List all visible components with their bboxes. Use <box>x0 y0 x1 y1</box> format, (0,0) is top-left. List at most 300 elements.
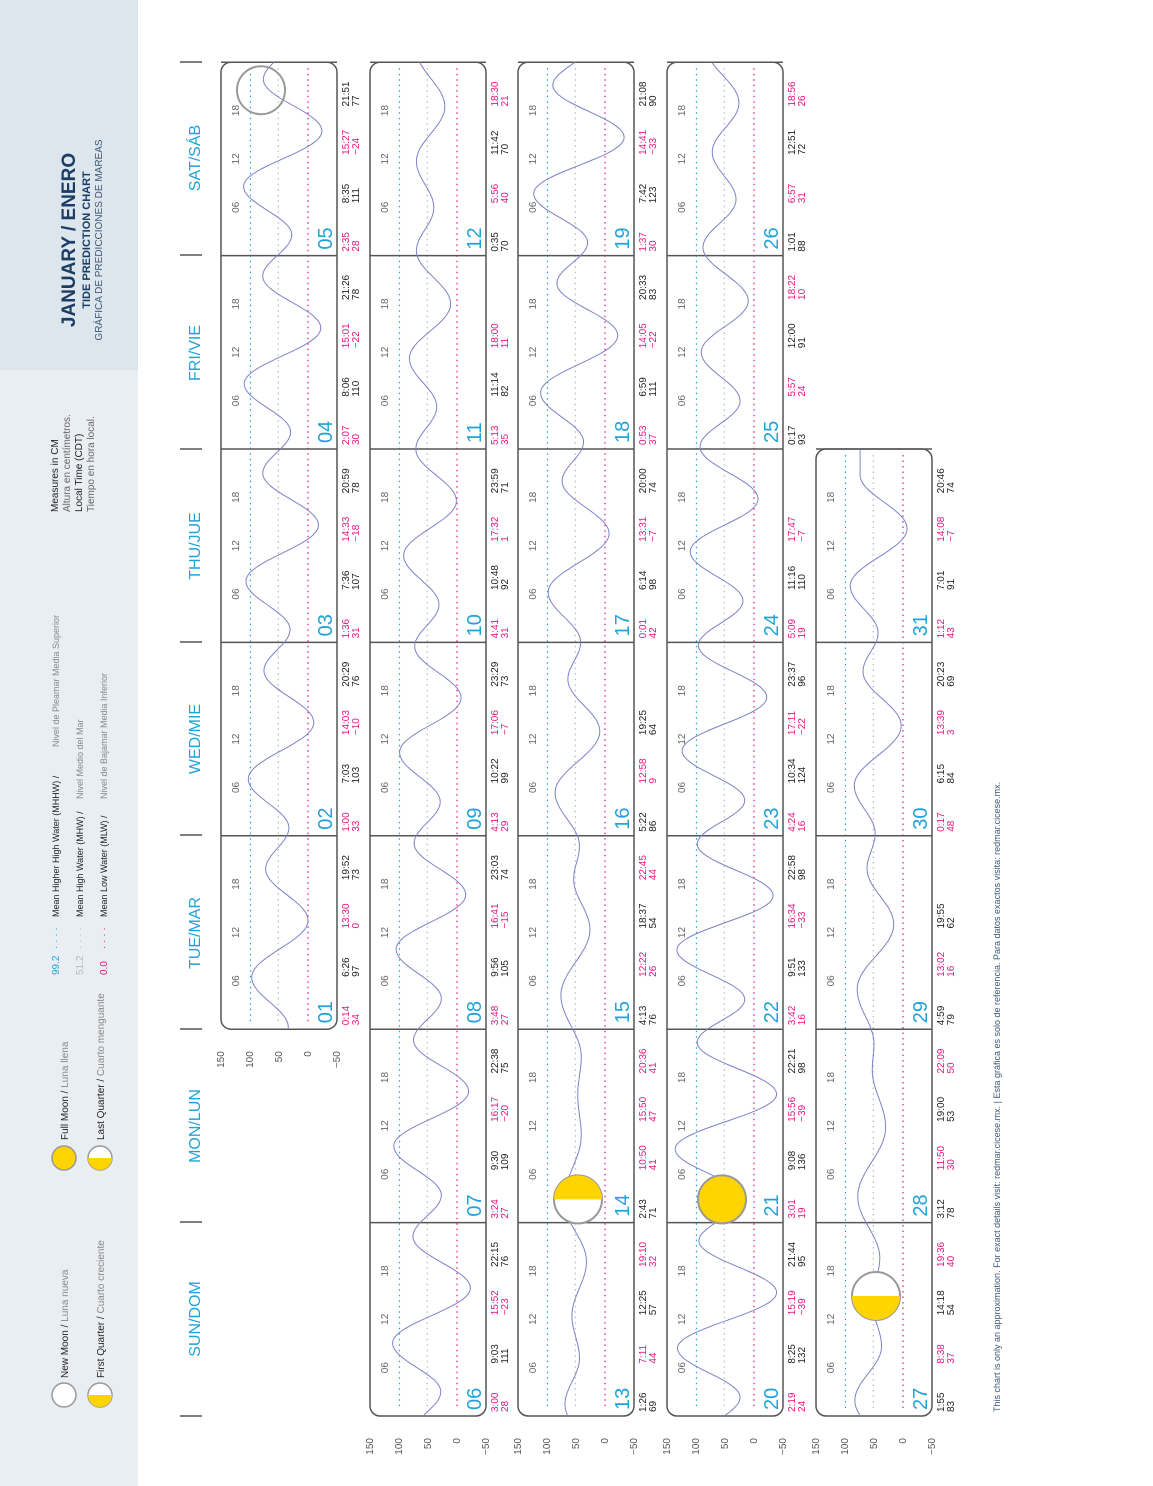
high-tide-time: 6:59 <box>638 377 649 397</box>
low-tide-time: 15:19 <box>787 1290 798 1316</box>
hour-tick-label: 06 <box>528 975 539 987</box>
hour-tick-label: 06 <box>380 975 391 987</box>
y-tick-label: 50 <box>720 1438 731 1450</box>
day-number: 04 <box>315 420 337 443</box>
hour-tick-label: 12 <box>528 1313 539 1325</box>
high-tide-time: 19:52 <box>341 855 352 881</box>
units-line-4: Tiempo en hora local. <box>86 416 97 512</box>
level-legend-row-mhw <box>75 719 86 975</box>
low-tide-time: 20:36 <box>638 1048 649 1074</box>
low-tide-time: 12:22 <box>638 951 649 977</box>
high-tide-time: 21:44 <box>787 1241 798 1267</box>
hour-tick-label: 12 <box>528 733 539 745</box>
high-tide-height: 86 <box>648 820 659 832</box>
high-tide-height: 98 <box>648 578 659 591</box>
high-tide-time: 19:00 <box>936 1096 947 1122</box>
low-tide-time: 10:50 <box>638 1145 649 1171</box>
level-dots: · · · · <box>51 927 62 949</box>
high-tide-time: 20:29 <box>341 661 352 687</box>
high-tide-height: 111 <box>648 381 659 397</box>
low-tide-time: 4:24 <box>787 812 798 832</box>
moon-legend-new <box>52 1269 76 1407</box>
page-subtitle-en: TIDE PREDICTION CHART <box>81 171 93 309</box>
high-tide-height: 72 <box>797 143 808 155</box>
y-axis <box>662 1438 789 1455</box>
hour-tick-label: 12 <box>231 153 242 165</box>
day-number: 03 <box>315 614 337 637</box>
day-number: 28 <box>910 1194 932 1217</box>
low-tide-time: 11:50 <box>936 1145 947 1171</box>
hour-tick-label: 06 <box>380 588 391 600</box>
low-tide-height: 16 <box>946 965 957 977</box>
high-tide-time: 14:18 <box>936 1290 947 1316</box>
high-tide-time: 1:01 <box>787 232 798 252</box>
high-tide-height: 76 <box>500 1255 511 1267</box>
level-legend <box>51 615 110 975</box>
hour-tick-label: 12 <box>380 540 391 552</box>
moon-legend <box>52 993 112 1407</box>
high-tide-height: 70 <box>500 240 511 252</box>
low-tide-time: 22:45 <box>638 855 649 881</box>
low-tide-height: 28 <box>351 240 362 252</box>
low-tide-height: 44 <box>648 1352 659 1364</box>
low-tide-time: 17:06 <box>490 710 501 736</box>
high-tide-height: 111 <box>351 188 362 204</box>
hour-tick-label: 18 <box>380 298 391 310</box>
day-number: 08 <box>464 1000 486 1024</box>
high-tide-height: 77 <box>351 95 362 107</box>
high-tide-time: 10:34 <box>787 758 798 784</box>
low-tide-time: 4:13 <box>490 812 501 832</box>
low-tide-height: −7 <box>797 530 808 542</box>
low-tide-height: 30 <box>351 433 362 445</box>
low-tide-height: 37 <box>648 433 659 445</box>
moon-legend-label: New Moon / Luna nueva <box>60 1269 71 1378</box>
low-tide-time: 14:41 <box>638 129 649 155</box>
low-tide-time: 8:38 <box>936 1344 947 1364</box>
high-tide-height: 83 <box>946 1400 957 1412</box>
high-tide-height: 62 <box>946 917 957 929</box>
units-line-2: Altura en centímetros. <box>62 414 73 512</box>
y-tick-label: 150 <box>513 1438 524 1455</box>
day-number: 05 <box>315 227 337 250</box>
high-tide-height: 75 <box>500 1062 511 1074</box>
y-tick-label: 50 <box>869 1438 880 1450</box>
units-group <box>50 414 97 512</box>
high-tide-height: 54 <box>946 1304 957 1316</box>
high-tide-height: 54 <box>648 917 659 929</box>
hour-tick-label: 06 <box>380 781 391 794</box>
low-tide-height: 11 <box>500 337 511 349</box>
high-tide-height: 69 <box>946 675 957 687</box>
low-tide-time: 5:13 <box>490 425 501 445</box>
day-number: 20 <box>761 1387 783 1410</box>
high-tide-height: 73 <box>500 675 511 687</box>
low-tide-height: −22 <box>648 331 659 349</box>
high-tide-height: 105 <box>500 960 511 977</box>
high-tide-height: 79 <box>946 1014 957 1026</box>
level-en: Mean Low Water (MLW) / <box>99 815 109 917</box>
high-tide-height: 124 <box>797 766 808 784</box>
first-quarter-fill <box>88 1395 112 1407</box>
hour-tick-label: 12 <box>677 1313 688 1325</box>
high-tide-height: 70 <box>500 143 511 155</box>
low-tide-height: 16 <box>797 820 808 832</box>
low-tide-height: 37 <box>946 1352 957 1364</box>
high-tide-height: 83 <box>648 288 659 300</box>
hour-tick-label: 18 <box>528 104 539 117</box>
y-tick-label: −50 <box>481 1438 492 1455</box>
y-tick-label: 50 <box>571 1438 582 1450</box>
hour-tick-label: 18 <box>677 1265 688 1277</box>
high-tide-height: 88 <box>797 240 808 252</box>
high-tide-time: 22:38 <box>490 1048 501 1074</box>
low-tide-height: 50 <box>946 1062 957 1074</box>
high-tide-height: 91 <box>946 578 957 591</box>
high-tide-height: 74 <box>500 869 511 881</box>
high-tide-height: 82 <box>500 385 511 397</box>
low-tide-height: 40 <box>500 192 511 204</box>
y-tick-label: 0 <box>303 1051 314 1057</box>
high-tide-time: 10:48 <box>490 565 501 591</box>
low-tide-time: 16:17 <box>490 1096 501 1122</box>
low-tide-height: −7 <box>500 723 511 736</box>
low-tide-height: 34 <box>351 1014 362 1026</box>
moon-legend-label: Full Moon / Luna llena <box>60 1041 71 1140</box>
high-tide-time: 9:51 <box>787 957 798 977</box>
high-tide-time: 6:26 <box>341 957 352 977</box>
low-tide-height: 9 <box>648 777 659 784</box>
hour-tick-label: 18 <box>231 298 242 310</box>
low-tide-time: 0:17 <box>936 812 947 832</box>
hour-tick-label: 12 <box>677 733 688 745</box>
page-subtitle-es: GRÁFICA DE PREDICCIONES DE MAREAS <box>94 139 105 341</box>
high-tide-time: 21:51 <box>341 81 352 107</box>
day-number: 25 <box>761 420 783 443</box>
hour-tick-label: 06 <box>826 781 837 794</box>
day-number: 01 <box>315 1000 337 1024</box>
hour-tick-label: 06 <box>677 1168 688 1180</box>
low-tide-time: 16:41 <box>490 903 501 929</box>
high-tide-height: 64 <box>648 723 659 736</box>
hour-tick-label: 18 <box>677 491 688 503</box>
high-tide-time: 8:06 <box>341 377 352 397</box>
low-tide-height: 27 <box>500 1207 511 1219</box>
header-group <box>59 139 105 340</box>
low-tide-time: 4:41 <box>490 618 501 639</box>
weekday-tue: TUE/MAR <box>187 897 204 969</box>
high-tide-time: 20:33 <box>638 274 649 300</box>
low-tide-time: 13:39 <box>936 710 947 736</box>
high-tide-time: 5:22 <box>638 812 649 832</box>
day-number: 27 <box>910 1387 932 1410</box>
low-tide-time: 15:01 <box>341 323 352 349</box>
low-tide-height: −33 <box>648 137 659 155</box>
hour-tick-label: 06 <box>528 588 539 600</box>
hour-tick-label: 12 <box>677 1120 688 1132</box>
high-tide-time: 23:59 <box>490 468 501 494</box>
weekday-fri: FRI/VIE <box>187 324 204 382</box>
low-tide-height: 41 <box>648 1159 659 1171</box>
hour-tick-label: 06 <box>380 1168 391 1180</box>
y-tick-label: −50 <box>332 1051 343 1069</box>
hour-tick-label: 06 <box>231 201 242 213</box>
high-tide-time: 8:25 <box>787 1344 798 1364</box>
hour-tick-label: 18 <box>826 491 837 503</box>
hour-tick-label: 06 <box>231 395 242 407</box>
low-tide-height: 1 <box>500 536 511 542</box>
low-tide-height: 10 <box>797 288 808 300</box>
low-tide-height: −7 <box>946 530 957 542</box>
high-tide-time: 3:12 <box>936 1199 947 1219</box>
low-tide-time: 5:56 <box>490 183 501 204</box>
low-tide-height: 30 <box>648 240 659 252</box>
high-tide-time: 7:01 <box>936 570 947 591</box>
low-tide-time: 16:34 <box>787 903 798 929</box>
day-number: 23 <box>761 807 783 830</box>
hour-tick-label: 18 <box>677 298 688 310</box>
hour-tick-label: 18 <box>231 491 242 503</box>
low-tide-time: 1:37 <box>638 232 649 252</box>
hour-tick-label: 06 <box>826 1168 837 1180</box>
low-tide-time: 15:27 <box>341 129 352 155</box>
hour-tick-label: 18 <box>826 1265 837 1277</box>
footer-note: This chart is only an approximation. For exact details visit: redmar.cicese.mx. | Esta gráfica es solo de referencia. Para datos exactos visita: redmar.cicese.mx. <box>992 781 1002 1412</box>
low-tide-time: 15:50 <box>638 1096 649 1122</box>
low-tide-height: 24 <box>797 385 808 397</box>
hour-tick-label: 12 <box>826 733 837 745</box>
high-tide-time: 9:03 <box>490 1344 501 1364</box>
hour-tick-label: 18 <box>528 491 539 503</box>
low-tide-height: −24 <box>351 137 362 155</box>
low-tide-height: 31 <box>351 627 362 639</box>
hour-tick-label: 18 <box>826 878 837 890</box>
high-tide-height: 73 <box>351 869 362 881</box>
low-tide-time: 2:35 <box>341 232 352 252</box>
last-quarter-fill <box>88 1158 112 1170</box>
y-tick-label: 0 <box>600 1438 611 1444</box>
hour-tick-label: 06 <box>677 975 688 987</box>
hour-tick-label: 06 <box>231 975 242 987</box>
low-tide-time: 12:58 <box>638 758 649 784</box>
hour-tick-label: 12 <box>677 346 688 358</box>
high-tide-time: 20:46 <box>936 468 947 494</box>
high-tide-height: 98 <box>797 1062 808 1074</box>
day-number: 02 <box>315 807 337 830</box>
high-tide-time: 22:21 <box>787 1048 798 1074</box>
low-tide-time: 2:07 <box>341 425 352 445</box>
low-tide-time: 3:42 <box>787 1005 798 1026</box>
high-tide-time: 23:29 <box>490 661 501 687</box>
low-tide-height: 26 <box>648 965 659 977</box>
hour-tick-label: 12 <box>231 926 242 939</box>
high-tide-height: 91 <box>797 337 808 349</box>
y-tick-label: 150 <box>365 1438 376 1455</box>
hour-tick-label: 12 <box>528 346 539 358</box>
hour-tick-label: 12 <box>677 540 688 552</box>
high-tide-height: 133 <box>797 960 808 977</box>
hour-tick-label: 06 <box>380 1362 391 1374</box>
low-tide-time: 15:52 <box>490 1290 501 1316</box>
low-tide-time: 6:57 <box>787 183 798 204</box>
high-tide-height: 136 <box>797 1153 808 1171</box>
hour-tick-label: 18 <box>380 1071 391 1084</box>
new-moon-icon <box>52 1383 76 1407</box>
hour-tick-label: 06 <box>528 781 539 794</box>
high-tide-height: 95 <box>797 1255 808 1267</box>
low-tide-time: 13:30 <box>341 903 352 929</box>
high-tide-height: 96 <box>797 675 808 687</box>
hour-tick-label: 12 <box>380 346 391 358</box>
high-tide-time: 19:55 <box>936 903 947 929</box>
low-tide-time: 18:30 <box>490 81 501 107</box>
day-number: 10 <box>464 614 486 637</box>
low-tide-time: 3:00 <box>490 1392 501 1412</box>
hour-tick-label: 06 <box>380 395 391 407</box>
high-tide-height: 71 <box>648 1207 659 1219</box>
high-tide-time: 0:35 <box>490 232 501 252</box>
day-number: 29 <box>910 1000 932 1024</box>
high-tide-height: 78 <box>351 288 362 300</box>
hour-tick-label: 18 <box>677 104 688 117</box>
hour-tick-label: 06 <box>826 975 837 987</box>
low-tide-height: 26 <box>797 95 808 107</box>
day-number: 16 <box>612 807 634 830</box>
level-en: Mean High Water (MHW) / <box>75 811 85 917</box>
low-tide-height: −10 <box>351 718 362 736</box>
y-tick-label: −50 <box>927 1438 938 1455</box>
high-tide-time: 23:37 <box>787 661 798 687</box>
high-tide-time: 9:56 <box>490 957 501 977</box>
hour-tick-label: 06 <box>528 201 539 213</box>
high-tide-height: 92 <box>500 578 511 591</box>
day-number: 22 <box>761 1000 783 1024</box>
high-tide-time: 20:59 <box>341 468 352 494</box>
high-tide-time: 11:14 <box>490 372 501 397</box>
day-number: 07 <box>464 1194 486 1217</box>
level-value: 0.0 <box>99 961 110 975</box>
low-tide-height: 48 <box>946 820 957 832</box>
high-tide-time: 11:16 <box>787 565 798 591</box>
low-tide-time: 13:02 <box>936 951 947 977</box>
moon-legend-full <box>52 1041 76 1170</box>
level-en: Mean Higher High Water (MHHW) / <box>51 775 61 917</box>
level-legend-row-mlw <box>99 673 110 975</box>
low-tide-height: 40 <box>946 1255 957 1267</box>
hour-tick-label: 12 <box>380 926 391 939</box>
hour-tick-label: 18 <box>528 1071 539 1084</box>
high-tide-time: 4:13 <box>638 1005 649 1026</box>
high-tide-height: 93 <box>797 433 808 445</box>
y-tick-label: 100 <box>245 1051 256 1068</box>
y-tick-label: 0 <box>452 1438 463 1444</box>
hour-tick-label: 12 <box>677 926 688 939</box>
low-tide-height: 31 <box>500 627 511 639</box>
day-number: 30 <box>910 807 932 830</box>
low-tide-height: −39 <box>797 1104 808 1122</box>
low-tide-time: 17:47 <box>787 516 798 542</box>
day-number: 18 <box>612 420 634 443</box>
high-tide-time: 1:55 <box>936 1392 947 1412</box>
high-tide-height: 84 <box>946 772 957 784</box>
high-tide-height: 132 <box>797 1346 808 1364</box>
high-tide-time: 0:17 <box>787 425 798 445</box>
low-tide-height: 31 <box>797 192 808 204</box>
low-tide-height: 33 <box>351 820 362 832</box>
y-axis <box>811 1438 938 1455</box>
hour-tick-label: 06 <box>677 395 688 407</box>
high-tide-height: 78 <box>351 482 362 494</box>
day-number: 31 <box>910 614 932 637</box>
day-number: 15 <box>612 1000 634 1024</box>
low-tide-height: −22 <box>351 331 362 349</box>
high-tide-height: 123 <box>648 186 659 204</box>
low-tide-height: 32 <box>648 1255 659 1267</box>
high-tide-height: 99 <box>500 772 511 784</box>
low-tide-time: 19:36 <box>936 1241 947 1267</box>
high-tide-time: 7:42 <box>638 183 649 204</box>
y-tick-label: 0 <box>898 1438 909 1444</box>
low-tide-height: 29 <box>500 820 511 832</box>
hour-tick-label: 06 <box>380 201 391 213</box>
hour-tick-label: 12 <box>528 153 539 165</box>
high-tide-height: 98 <box>797 869 808 881</box>
high-tide-height: 74 <box>648 482 659 494</box>
hour-tick-label: 12 <box>528 1120 539 1132</box>
hour-tick-label: 12 <box>231 733 242 745</box>
units-line-1: Measures in CM <box>50 439 61 512</box>
high-tide-time: 12:51 <box>787 129 798 155</box>
level-es: Nivel Medio del Mar <box>75 719 85 799</box>
hour-tick-label: 12 <box>231 346 242 358</box>
y-tick-label: −50 <box>629 1438 640 1455</box>
high-tide-height: 53 <box>946 1110 957 1122</box>
high-tide-height: 57 <box>648 1304 659 1316</box>
low-tide-time: 0:53 <box>638 425 649 445</box>
high-tide-time: 20:23 <box>936 661 947 687</box>
low-tide-height: 41 <box>648 1062 659 1074</box>
low-tide-time: 18:00 <box>490 323 501 349</box>
y-tick-label: 100 <box>840 1438 851 1455</box>
low-tide-height: 44 <box>648 869 659 881</box>
high-tide-height: 71 <box>500 482 511 494</box>
high-tide-height: 74 <box>946 482 957 494</box>
low-tide-time: 14:05 <box>638 323 649 349</box>
hour-tick-label: 12 <box>826 1313 837 1325</box>
low-tide-height: 27 <box>500 1014 511 1026</box>
low-tide-height: 0 <box>351 922 362 929</box>
high-tide-time: 20:00 <box>638 468 649 494</box>
hour-tick-label: 12 <box>826 540 837 552</box>
moon-legend-last <box>88 993 112 1170</box>
high-tide-height: 109 <box>500 1153 511 1171</box>
low-tide-height: −33 <box>797 911 808 929</box>
high-tide-time: 1:26 <box>638 1392 649 1412</box>
weekday-mon: MON/LUN <box>187 1089 204 1163</box>
high-tide-time: 19:25 <box>638 710 649 736</box>
hour-tick-label: 12 <box>380 153 391 165</box>
hour-tick-label: 12 <box>380 733 391 745</box>
full-moon-icon <box>698 1175 746 1223</box>
low-tide-time: 1:00 <box>341 812 352 832</box>
hour-tick-label: 18 <box>380 491 391 503</box>
high-tide-time: 6:15 <box>936 763 947 784</box>
hour-tick-label: 06 <box>231 781 242 794</box>
low-tide-time: 14:33 <box>341 516 352 542</box>
low-tide-height: 3 <box>946 729 957 736</box>
hour-tick-label: 12 <box>826 926 837 939</box>
high-tide-time: 12:00 <box>787 323 798 349</box>
